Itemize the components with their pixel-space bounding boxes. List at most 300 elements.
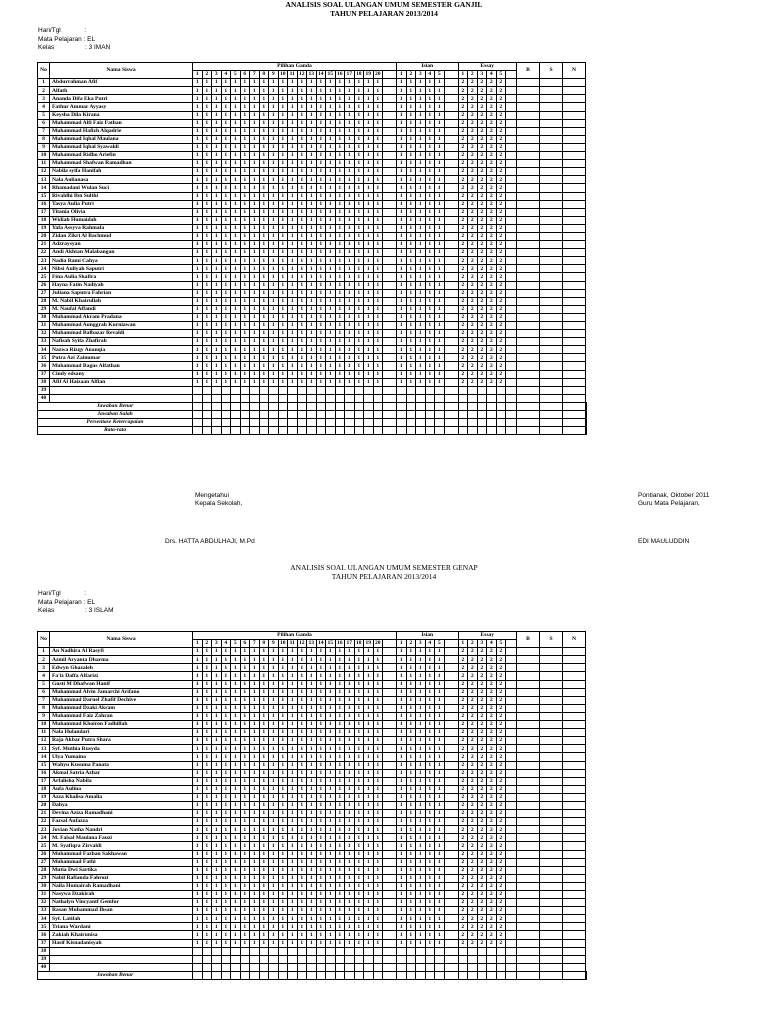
footer-cell <box>364 427 374 435</box>
score-isian: 1 <box>425 826 435 834</box>
bsn-cell <box>563 273 586 281</box>
student-name: Arfalisha Nabila <box>50 777 193 785</box>
score-pg: 1 <box>278 378 288 386</box>
score-pg <box>259 394 269 402</box>
score-pg: 1 <box>240 793 250 801</box>
score-pg: 1 <box>259 362 269 370</box>
bsn-cell <box>563 152 586 160</box>
header-nama: Nama Siswa <box>50 632 193 648</box>
footer-cell <box>240 411 250 419</box>
table-row <box>38 810 587 818</box>
score-pg: 1 <box>316 712 326 720</box>
spacer-cell <box>383 704 397 712</box>
score-pg: 1 <box>326 370 336 378</box>
score-pg: 1 <box>354 915 364 923</box>
score-essay: 2 <box>487 127 497 135</box>
score-pg: 1 <box>221 696 231 704</box>
score-pg: 1 <box>364 200 374 208</box>
score-pg: 1 <box>278 858 288 866</box>
score-pg: 1 <box>364 79 374 87</box>
score-pg: 1 <box>269 721 279 729</box>
score-pg: 1 <box>259 729 269 737</box>
footer-cell <box>397 419 407 427</box>
table-row <box>38 923 587 931</box>
bsn-cell <box>517 931 540 939</box>
table-row <box>38 143 587 151</box>
score-pg: 1 <box>326 777 336 785</box>
score-isian: 1 <box>406 882 416 890</box>
score-pg: 1 <box>240 297 250 305</box>
header-essay: Essay <box>458 63 517 71</box>
score-essay: 2 <box>496 737 506 745</box>
score-isian <box>406 955 416 963</box>
spacer-cell <box>383 737 397 745</box>
score-essay: 2 <box>458 79 468 87</box>
score-essay: 2 <box>496 672 506 680</box>
bsn-cell <box>563 338 586 346</box>
score-pg: 1 <box>240 370 250 378</box>
score-pg: 1 <box>250 322 260 330</box>
score-pg: 1 <box>250 330 260 338</box>
spacer-cell <box>506 648 517 656</box>
score-essay: 2 <box>496 168 506 176</box>
score-essay: 2 <box>477 346 487 354</box>
bsn-cell <box>563 712 586 720</box>
score-pg: 1 <box>250 777 260 785</box>
score-pg: 1 <box>316 866 326 874</box>
score-pg: 1 <box>335 119 345 127</box>
score-pg: 1 <box>373 330 383 338</box>
score-pg: 1 <box>364 664 374 672</box>
score-pg: 1 <box>259 704 269 712</box>
spacer-cell <box>444 664 458 672</box>
score-essay: 2 <box>496 939 506 947</box>
score-pg: 1 <box>316 801 326 809</box>
score-pg: 1 <box>345 818 355 826</box>
score-pg: 1 <box>354 704 364 712</box>
bsn-cell <box>517 899 540 907</box>
score-pg: 1 <box>250 785 260 793</box>
score-pg: 1 <box>231 152 241 160</box>
score-pg: 1 <box>240 810 250 818</box>
score-pg: 1 <box>373 176 383 184</box>
score-isian <box>425 394 435 402</box>
score-isian: 1 <box>435 249 445 257</box>
score-pg: 1 <box>231 103 241 111</box>
footer-cell <box>364 402 374 410</box>
score-pg: 1 <box>326 111 336 119</box>
bsn-cell <box>517 87 540 95</box>
score-essay: 2 <box>487 899 497 907</box>
score-pg: 1 <box>212 704 222 712</box>
score-pg: 1 <box>288 680 298 688</box>
score-essay: 2 <box>477 907 487 915</box>
score-essay: 2 <box>468 761 478 769</box>
score-pg: 1 <box>316 745 326 753</box>
footer-cell <box>221 402 231 410</box>
spacer-cell <box>444 656 458 664</box>
score-essay: 2 <box>487 761 497 769</box>
score-pg: 1 <box>373 923 383 931</box>
score-pg: 1 <box>364 111 374 119</box>
bsn-cell <box>563 103 586 111</box>
score-pg: 1 <box>231 338 241 346</box>
spacer-cell <box>383 322 397 330</box>
score-pg: 1 <box>259 834 269 842</box>
score-essay: 2 <box>487 152 497 160</box>
score-isian: 1 <box>397 362 407 370</box>
bsn-cell <box>563 923 586 931</box>
bsn-cell <box>563 305 586 313</box>
score-pg: 1 <box>278 737 288 745</box>
spacer-cell <box>383 826 397 834</box>
spacer-cell <box>383 95 397 103</box>
score-pg: 1 <box>297 721 307 729</box>
score-pg: 1 <box>316 939 326 947</box>
score-pg: 1 <box>231 688 241 696</box>
score-pg: 1 <box>354 111 364 119</box>
bsn-cell <box>563 330 586 338</box>
score-pg <box>316 394 326 402</box>
score-isian: 1 <box>397 834 407 842</box>
score-essay: 2 <box>477 370 487 378</box>
bsn-cell <box>517 176 540 184</box>
score-isian: 1 <box>425 143 435 151</box>
score-pg: 1 <box>307 176 317 184</box>
score-pg: 1 <box>335 826 345 834</box>
score-pg: 1 <box>221 907 231 915</box>
student-name: Hayna Fatin Nadiyah <box>50 281 193 289</box>
student-name: Devina Aziza Ramadhani <box>50 810 193 818</box>
score-pg: 1 <box>297 777 307 785</box>
bsn-cell <box>540 664 563 672</box>
score-pg: 1 <box>288 826 298 834</box>
spacer-cell <box>383 338 397 346</box>
bsn-cell <box>540 394 563 402</box>
bsn-cell <box>517 232 540 240</box>
spacer-cell <box>383 850 397 858</box>
score-pg: 1 <box>354 923 364 931</box>
score-pg: 1 <box>297 224 307 232</box>
score-isian: 1 <box>406 696 416 704</box>
score-pg: 1 <box>345 346 355 354</box>
spacer-cell <box>444 265 458 273</box>
bsn-cell <box>540 882 563 890</box>
footer-cell <box>373 971 383 979</box>
header-isian: Isian <box>397 63 459 71</box>
score-pg: 1 <box>202 842 212 850</box>
score-pg: 1 <box>269 785 279 793</box>
footer-cell <box>364 971 374 979</box>
score-pg: 1 <box>373 907 383 915</box>
student-name: Syf. Latifah <box>50 915 193 923</box>
spacer-cell <box>444 891 458 899</box>
score-pg: 1 <box>335 241 345 249</box>
table-row <box>38 842 587 850</box>
score-isian: 1 <box>406 265 416 273</box>
score-pg: 1 <box>288 915 298 923</box>
score-pg: 1 <box>316 842 326 850</box>
score-pg: 1 <box>307 907 317 915</box>
score-pg: 1 <box>326 899 336 907</box>
bsn-cell <box>540 818 563 826</box>
score-isian: 1 <box>397 826 407 834</box>
score-pg: 1 <box>373 273 383 281</box>
score-pg: 1 <box>193 696 203 704</box>
score-pg: 1 <box>278 866 288 874</box>
student-name: Zidan Zikri Al Bachmud <box>50 232 193 240</box>
score-pg: 1 <box>364 224 374 232</box>
score-pg: 1 <box>354 346 364 354</box>
score-essay: 2 <box>496 370 506 378</box>
score-pg: 1 <box>326 656 336 664</box>
score-isian: 1 <box>397 656 407 664</box>
footer-cell <box>435 411 445 419</box>
score-pg: 1 <box>364 939 374 947</box>
score-pg <box>297 955 307 963</box>
score-isian: 1 <box>406 95 416 103</box>
spacer-cell <box>444 216 458 224</box>
table-row <box>38 208 587 216</box>
score-essay: 2 <box>468 135 478 143</box>
bsn-cell <box>540 955 563 963</box>
score-pg: 1 <box>326 712 336 720</box>
score-pg: 1 <box>354 265 364 273</box>
score-essay: 2 <box>468 354 478 362</box>
score-pg: 1 <box>373 216 383 224</box>
footer-cell <box>517 411 540 419</box>
score-essay: 2 <box>468 729 478 737</box>
score-pg: 1 <box>316 152 326 160</box>
score-pg: 1 <box>373 119 383 127</box>
score-essay: 2 <box>458 931 468 939</box>
score-pg: 1 <box>212 939 222 947</box>
row-number: 3 <box>38 664 50 672</box>
score-pg <box>259 955 269 963</box>
score-essay: 2 <box>496 745 506 753</box>
row-number: 34 <box>38 915 50 923</box>
score-pg: 1 <box>202 241 212 249</box>
score-essay: 2 <box>496 232 506 240</box>
score-isian: 1 <box>425 874 435 882</box>
score-essay: 2 <box>496 249 506 257</box>
score-isian: 1 <box>435 305 445 313</box>
score-pg: 1 <box>326 200 336 208</box>
bsn-cell <box>517 874 540 882</box>
score-pg: 1 <box>345 891 355 899</box>
spacer-cell <box>383 176 397 184</box>
score-pg: 1 <box>259 656 269 664</box>
footer-cell <box>496 419 506 427</box>
score-essay: 2 <box>496 915 506 923</box>
footer-cell <box>458 427 468 435</box>
footer-cell <box>406 971 416 979</box>
score-pg: 1 <box>259 899 269 907</box>
score-pg: 1 <box>231 232 241 240</box>
score-pg: 1 <box>221 688 231 696</box>
score-essay: 2 <box>496 753 506 761</box>
score-pg: 1 <box>345 745 355 753</box>
score-isian: 1 <box>416 891 426 899</box>
score-pg: 1 <box>288 931 298 939</box>
footer-cell <box>326 411 336 419</box>
score-isian: 1 <box>416 322 426 330</box>
score-pg: 1 <box>193 330 203 338</box>
score-isian: 1 <box>435 818 445 826</box>
spacer-cell <box>383 842 397 850</box>
score-essay: 2 <box>468 923 478 931</box>
score-essay: 2 <box>468 891 478 899</box>
score-isian: 1 <box>435 712 445 720</box>
spacer-cell <box>444 785 458 793</box>
score-pg: 1 <box>288 939 298 947</box>
student-name: Tasya Aulia Putri <box>50 200 193 208</box>
bsn-cell <box>563 907 586 915</box>
bsn-cell <box>540 386 563 394</box>
score-pg: 1 <box>354 160 364 168</box>
score-pg: 1 <box>250 346 260 354</box>
table-row <box>38 818 587 826</box>
score-pg: 1 <box>373 289 383 297</box>
spacer-cell <box>506 143 517 151</box>
score-pg: 1 <box>231 168 241 176</box>
score-isian: 1 <box>397 915 407 923</box>
score-pg: 1 <box>297 241 307 249</box>
row-number: 25 <box>38 842 50 850</box>
score-isian: 1 <box>416 135 426 143</box>
score-pg <box>316 955 326 963</box>
student-name: Wahyu Kusuma Panata <box>50 761 193 769</box>
score-pg: 1 <box>307 672 317 680</box>
score-pg: 1 <box>354 712 364 720</box>
score-pg: 1 <box>259 265 269 273</box>
bsn-cell <box>563 168 586 176</box>
score-pg: 1 <box>259 160 269 168</box>
score-essay: 2 <box>468 330 478 338</box>
score-pg: 1 <box>297 672 307 680</box>
score-pg: 1 <box>221 224 231 232</box>
bsn-cell <box>517 249 540 257</box>
score-pg: 1 <box>212 289 222 297</box>
score-isian: 1 <box>416 923 426 931</box>
score-pg <box>221 386 231 394</box>
score-essay: 2 <box>487 338 497 346</box>
score-pg: 1 <box>373 688 383 696</box>
score-essay: 2 <box>468 370 478 378</box>
score-pg: 1 <box>231 184 241 192</box>
score-pg: 1 <box>212 176 222 184</box>
score-pg: 1 <box>221 330 231 338</box>
score-pg: 1 <box>354 721 364 729</box>
score-pg: 1 <box>335 127 345 135</box>
score-pg: 1 <box>193 111 203 119</box>
score-essay: 2 <box>496 664 506 672</box>
score-pg: 1 <box>326 704 336 712</box>
score-essay <box>487 394 497 402</box>
row-number: 30 <box>38 313 50 321</box>
table-row <box>38 297 587 305</box>
score-essay: 2 <box>487 176 497 184</box>
score-pg: 1 <box>288 672 298 680</box>
score-pg: 1 <box>345 753 355 761</box>
score-pg: 1 <box>231 810 241 818</box>
score-pg: 1 <box>335 688 345 696</box>
spacer-cell <box>506 135 517 143</box>
bsn-cell <box>563 386 586 394</box>
score-pg: 1 <box>326 915 336 923</box>
score-pg <box>307 386 317 394</box>
score-pg: 1 <box>326 737 336 745</box>
score-pg: 1 <box>240 769 250 777</box>
score-isian: 1 <box>425 200 435 208</box>
score-essay: 2 <box>487 257 497 265</box>
bsn-cell <box>540 95 563 103</box>
score-pg: 1 <box>326 664 336 672</box>
score-isian: 1 <box>425 176 435 184</box>
score-pg <box>373 955 383 963</box>
score-isian: 1 <box>425 87 435 95</box>
title-genap: ANALISIS SOAL ULANGAN UMUM SEMESTER GENAP TAHUN PELAJARAN 2013/2014 <box>290 563 478 581</box>
score-essay <box>458 386 468 394</box>
score-pg: 1 <box>326 241 336 249</box>
score-essay: 2 <box>468 915 478 923</box>
footer-cell <box>416 411 426 419</box>
score-pg: 1 <box>250 891 260 899</box>
bsn-cell <box>563 370 586 378</box>
footer-cell <box>250 402 260 410</box>
score-essay: 2 <box>477 858 487 866</box>
bsn-cell <box>540 858 563 866</box>
score-isian: 1 <box>397 923 407 931</box>
bsn-cell <box>517 753 540 761</box>
score-pg: 1 <box>345 87 355 95</box>
score-pg: 1 <box>202 680 212 688</box>
score-isian: 1 <box>406 721 416 729</box>
score-pg: 1 <box>250 810 260 818</box>
score-essay: 2 <box>487 729 497 737</box>
score-pg: 1 <box>335 338 345 346</box>
score-pg: 1 <box>259 882 269 890</box>
score-isian: 1 <box>416 899 426 907</box>
score-pg <box>335 386 345 394</box>
score-essay: 2 <box>496 95 506 103</box>
score-pg: 1 <box>202 696 212 704</box>
score-isian: 1 <box>397 704 407 712</box>
score-pg: 1 <box>202 111 212 119</box>
score-pg: 1 <box>364 322 374 330</box>
score-pg <box>354 394 364 402</box>
score-pg: 1 <box>269 939 279 947</box>
footer-row <box>38 402 587 410</box>
footer-cell <box>425 402 435 410</box>
score-pg: 1 <box>307 882 317 890</box>
row-number: 23 <box>38 826 50 834</box>
bsn-cell <box>517 777 540 785</box>
footer-cell <box>425 971 435 979</box>
score-isian: 1 <box>416 656 426 664</box>
score-isian: 1 <box>406 712 416 720</box>
score-isian <box>435 947 445 955</box>
score-pg: 1 <box>307 95 317 103</box>
bsn-cell <box>563 192 586 200</box>
score-pg: 1 <box>373 200 383 208</box>
bsn-cell <box>563 87 586 95</box>
footer-cell <box>250 419 260 427</box>
title-ganjil: ANALISIS SOAL ULANGAN UMUM SEMESTER GANJIL TAHUN PELAJARAN 2013/2014 <box>285 0 483 18</box>
score-pg: 1 <box>212 160 222 168</box>
student-name: Muhammad Dzaki Akram <box>50 704 193 712</box>
score-essay <box>458 947 468 955</box>
